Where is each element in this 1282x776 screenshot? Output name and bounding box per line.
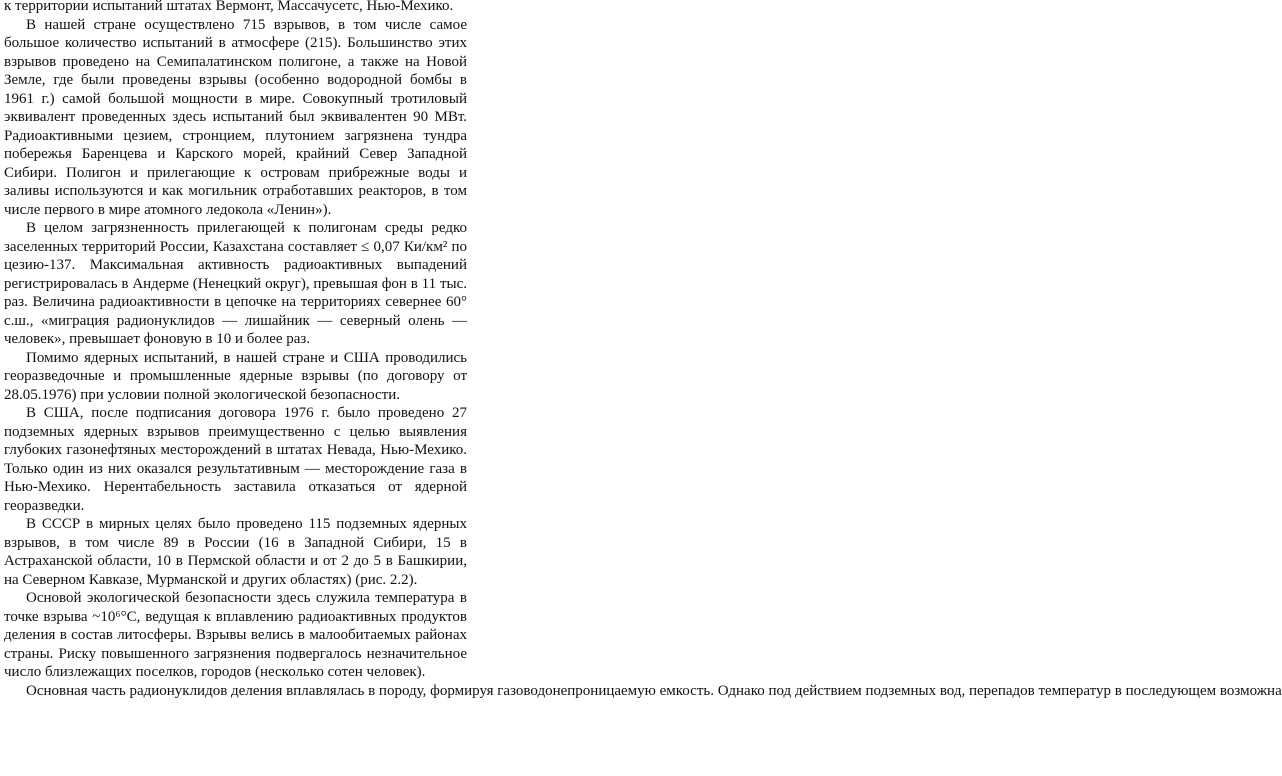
document-page <box>4 0 1282 700</box>
paragraph-8: Основная часть радионуклидов деления вплавлялась в породу, формируя газоводонепроницаемую емкость. Однако под действием подземных вод, перепадов температур в последующем возможна <box>26 682 1282 699</box>
paragraph-3: В целом загрязненность прилегающей к полигонам среды редко заселенных территорий России, Казахстана составляет ≤ 0,07 Ки/км² по цезию-137. Максимальная активность радиоактивных выпадений регистрировалась в Андерме (Ненецкий округ), превышая фон в 11 тыс. раз. Величина радиоактивности в цепочке на территориях севернее 60° с.ш., «миграция радионуклидов — лишайник — северный олень — человек», превышает фоновую в 10 и более раз. <box>4 220 467 347</box>
paragraph-6: В СССР в мирных целях было проведено 115 подземных ядерных взрывов, в том числе 89 в России (16 в Западной Сибири, 15 в Астраханской области, 10 в Пермской области и от 2 до 5 в Башкирии, на Северном Кавказе, Мурманской и других областях) (рис. 2.2). <box>4 516 467 588</box>
paragraph-1: к территории испытаний штатах Вермонт, Массачусетс, Нью-Мехико. <box>4 0 454 14</box>
paragraph-5: В США, после подписания договора 1976 г. было проведено 27 подземных ядерных взрывов преимущественно с целью выявления глубоких газонефтяных месторождений в штатах Невада, Нью-Мехико. Только один из них оказался результативным — месторождение газа в Нью-Мехико. Нерентабельность заставила отказаться от ядерной георазведки. <box>4 405 467 514</box>
paragraph-4: Помимо ядерных испытаний, в нашей стране и США проводились георазведочные и промышленные ядерные взрывы (по договору от 28.05.1976) при условии полной экологической безопасности. <box>4 349 467 403</box>
paragraph-7: Основой экологической безопасности здесь служила температура в точке взрыва ~10⁶°С, ведущая к вплавлению радиоактивных продуктов деления в состав литосферы. Взрывы велись в малообитаемых районах страны. Риску повышенного загрязнения подвергалось незначительное число близлежащих поселков, городов (несколько сотен человек). <box>4 590 467 680</box>
paragraph-2: В нашей стране осуществлено 715 взрывов, в том числе самое большое количество испытаний в атмосфере (215). Большинство этих взрывов проведено на Семипалатинском полигоне, а также на Новой Земле, где были проведены взрывы (особенно водородной бомбы в 1961 г.) самой большой мощности в мире. Совокупный тротиловый эквивалент проведенных здесь испытаний был эквивалентен 90 МВт. Радиоактивными цезием, стронцием, плутонием загрязнена тундра побережья Баренцева и Карского морей, крайний Север Западной Сибири. Полигон и прилегающие к островам прибрежные воды и заливы используются и как могильник отработавших реакторов, в том числе первого в мире атомного ледокола «Ленин»). <box>4 16 467 218</box>
